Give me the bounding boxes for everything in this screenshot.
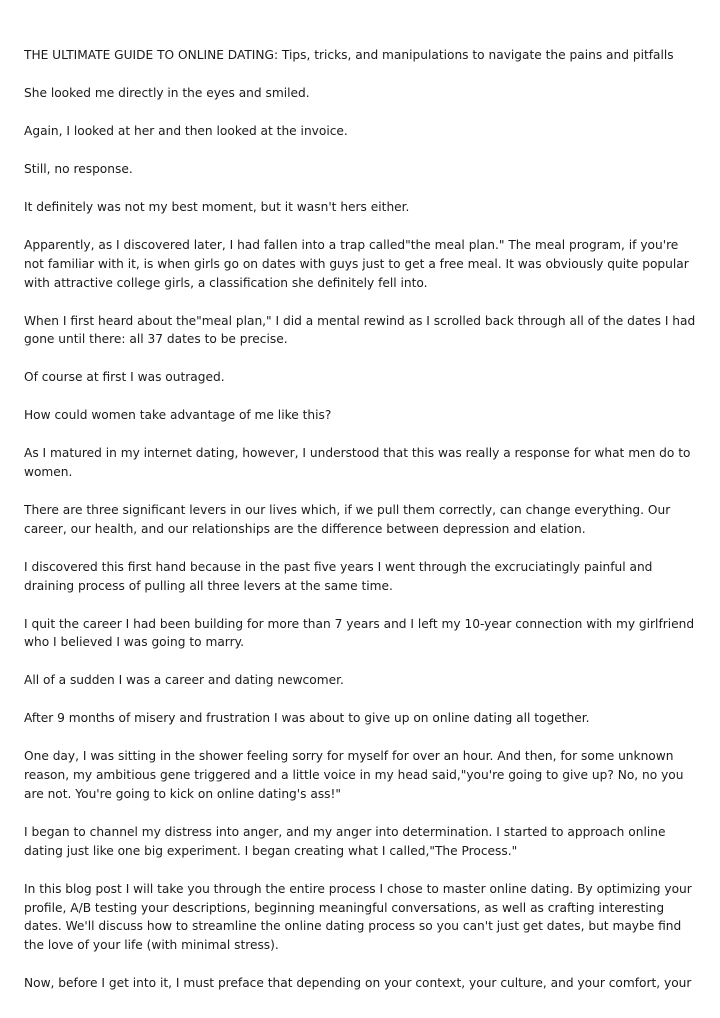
document-page bbox=[24, 46, 700, 1012]
paragraph: When I first heard about the"meal plan," I did a mental rewind as I scrolled back through all of the dates I had gone until there: all 37 dates to be precise. bbox=[24, 313, 696, 347]
paragraph: Still, no response. bbox=[24, 161, 133, 176]
paragraph: I began to channel my distress into anger, and my anger into determination. I started to approach online dating just like one big experiment. I began creating what I called,"The Process." bbox=[24, 824, 666, 858]
paragraph: One day, I was sitting in the shower feeling sorry for myself for over an hour. And then, for some unknown reason, my ambitious gene triggered and a little voice in my head said,"you're going to give up? No, no you are not. You're going to kick on online dating's ass!" bbox=[24, 749, 684, 801]
paragraph: Of course at first I was outraged. bbox=[24, 370, 225, 385]
paragraph: I quit the career I had been building for more than 7 years and I left my 10-year connection with my girlfriend who I believed I was going to marry. bbox=[24, 616, 695, 650]
paragraph: Apparently, as I discovered later, I had fallen into a trap called"the meal plan." The meal program, if you're not familiar with it, is when girls go on dates with guys just to get a free meal. It was obviously quite popular with attractive college girls, a classification she definitely fell into. bbox=[24, 237, 689, 290]
paragraph: There are three significant levers in our lives which, if we pull them correctly, can change everything. Our career, our health, and our relationships are the difference between depression and elation. bbox=[24, 503, 671, 536]
paragraph: She looked me directly in the eyes and smiled. bbox=[24, 85, 310, 100]
paragraph: As I matured in my internet dating, however, I understood that this was really a response for what men do to women. bbox=[24, 446, 691, 480]
document-title: THE ULTIMATE GUIDE TO ONLINE DATING: Tips, tricks, and manipulations to navigate the pains and pitfalls bbox=[24, 48, 674, 62]
paragraph: All of a sudden I was a career and dating newcomer. bbox=[24, 673, 344, 688]
paragraph: After 9 months of misery and frustration I was about to give up on online dating all together. bbox=[24, 711, 590, 726]
paragraph: In this blog post I will take you through the entire process I chose to master online dating. By optimizing your profile, A/B testing your descriptions, beginning meaningful conversations, as well as crafting interesting dates. We'll discuss how to streamline the online dating process so you can't just get dates, but maybe find the love of your life (with minimal stress). bbox=[24, 881, 692, 953]
paragraph: It definitely was not my best moment, but it wasn't hers either. bbox=[24, 199, 410, 214]
paragraph: I discovered this first hand because in the past five years I went through the excruciatingly painful and draining process of pulling all three levers at the same time. bbox=[24, 559, 653, 593]
paragraph: Again, I looked at her and then looked at the invoice. bbox=[24, 123, 348, 138]
paragraph: Now, before I get into it, I must preface that depending on your context, your culture, and your comfort, your bbox=[24, 976, 692, 991]
paragraph: How could women take advantage of me like this? bbox=[24, 408, 332, 423]
